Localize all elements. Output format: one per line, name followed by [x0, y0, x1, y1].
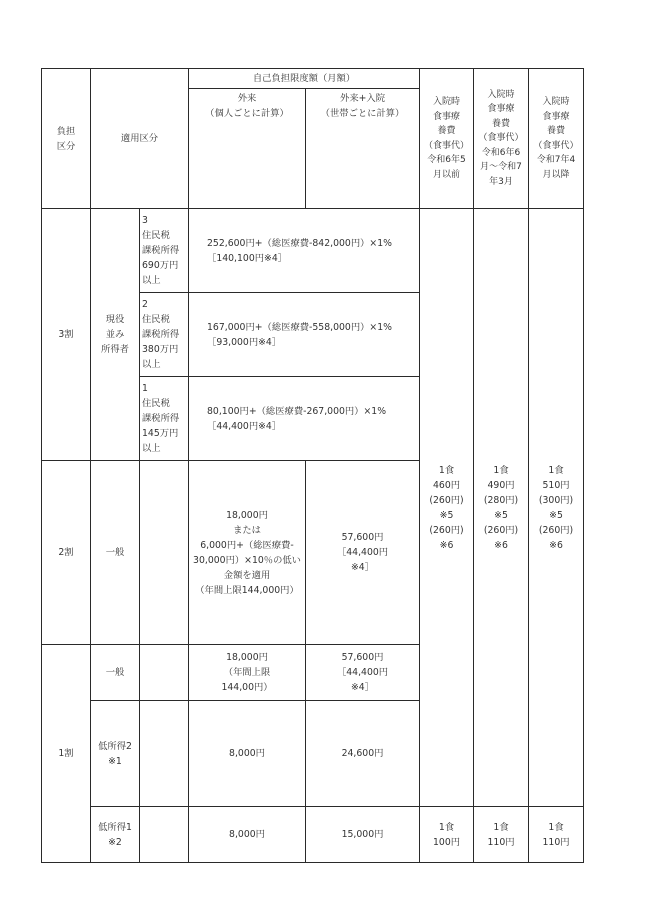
ratio-3-cell — [42, 209, 91, 461]
meal-low1-c3-text: 1食 110円 — [542, 821, 570, 848]
low1-empty-cell — [140, 807, 189, 863]
meal-low1-c2-cell — [474, 807, 529, 863]
header-meal-cost-r7-4-after — [529, 69, 584, 209]
gen1-limit-cell — [189, 377, 420, 461]
gen2-sub-cell — [140, 293, 189, 377]
low1-outpatient-cell — [189, 807, 306, 863]
general-2-empty-cell — [140, 461, 189, 645]
header-applicable-category — [91, 69, 189, 209]
header-meal-cost-r7-4-after-text: 入院時 食事療 養費 （食事代） 令和7年4 月以降 — [533, 97, 579, 180]
gen1-sub-label: 1 住民税 課税所得 145万円 以上 — [142, 383, 180, 454]
low2-total-cell — [306, 701, 420, 807]
meal-general-c3-cell — [529, 209, 584, 807]
ratio-1-cell — [42, 645, 91, 863]
meal-general-c1-text: 1食 460円 (260円) ※5 (260円) ※6 — [429, 464, 464, 551]
header-meal-cost-r6-5-before — [420, 69, 474, 209]
ratio-1-label: 1割 — [58, 748, 74, 759]
general-2-cell — [91, 461, 140, 645]
gen1-limit-text: 80,100円+（総医療費-267,000円）×1% ［44,400円※4］ — [207, 405, 387, 432]
genekinami-cell — [91, 209, 140, 461]
genekinami-label: 現役 並み 所得者 — [101, 314, 129, 355]
low1-label: 低所得1 ※2 — [98, 821, 132, 848]
header-outpatient-text: 外来 （個人ごとに計算） — [205, 93, 289, 119]
low1-total-cell — [306, 807, 420, 863]
header-outpatient-inpatient-text: 外来+入院 （世帯ごとに計算） — [320, 93, 405, 119]
general-2-total-text: 57,600円 ［44,400円 ※4］ — [336, 532, 389, 573]
general-1-empty-cell — [140, 645, 189, 701]
header-burden-category — [42, 69, 91, 209]
gen1-sub-cell — [140, 377, 189, 461]
ratio-3-label: 3割 — [58, 329, 74, 340]
gen3-limit-cell — [189, 209, 420, 293]
gen3-sub-label: 3 住民税 課税所得 690万円 以上 — [142, 215, 180, 286]
low1-total-text: 15,000円 — [341, 829, 384, 840]
meal-general-c2-cell — [474, 209, 529, 807]
general-1-total-cell — [306, 645, 420, 701]
ratio-2-label: 2割 — [58, 547, 74, 558]
header-outpatient-inpatient — [306, 89, 420, 209]
low2-empty-cell — [140, 701, 189, 807]
gen2-sub-label: 2 住民税 課税所得 380万円 以上 — [142, 299, 180, 370]
meal-low1-c3-cell — [529, 807, 584, 863]
meal-low1-c1-cell — [420, 807, 474, 863]
low2-outpatient-text: 8,000円 — [229, 748, 265, 759]
general-1-cell — [91, 645, 140, 701]
low2-outpatient-cell — [189, 701, 306, 807]
gen3-sub-cell — [140, 209, 189, 293]
low1-cell — [91, 807, 140, 863]
gen2-limit-cell — [189, 293, 420, 377]
header-meal-cost-r6-6-to-r7-3-text: 入院時 食事療 養費 （食事代） 令和6年6 月～令和7 年3月 — [478, 89, 524, 187]
general-1-total-text: 57,600円 ［44,400円 ※4］ — [336, 652, 389, 693]
low1-outpatient-text: 8,000円 — [229, 829, 265, 840]
general-2-label: 一般 — [105, 547, 125, 558]
meal-general-c1-cell — [420, 209, 474, 807]
general-2-outpatient-cell — [189, 461, 306, 645]
low2-label: 低所得2 ※1 — [98, 740, 132, 767]
header-limit-monthly — [189, 69, 420, 89]
general-2-total-cell — [306, 461, 420, 645]
low2-cell — [91, 701, 140, 807]
copayment-limit-table — [41, 68, 584, 863]
ratio-2-cell — [42, 461, 91, 645]
meal-low1-c2-text: 1食 110円 — [487, 821, 515, 848]
gen2-limit-text: 167,000円+（総医療費-558,000円）×1% ［93,000円※4］ — [207, 321, 392, 348]
general-2-outpatient-text: 18,000円 または 6,000円+（総医療費- 30,000円）×10％の低い 金額を適用 （年間上限144,000円） — [193, 509, 301, 596]
header-outpatient — [189, 89, 306, 209]
general-1-outpatient-cell — [189, 645, 306, 701]
meal-general-c2-text: 1食 490円 (280円) ※5 (260円) ※6 — [483, 464, 519, 551]
header-burden-category-text: 負担 区分 — [56, 125, 76, 152]
header-limit-monthly-text: 自己負担限度額（月額） — [252, 73, 356, 84]
general-1-label: 一般 — [105, 667, 125, 678]
meal-low1-c1-text: 1食 100円 — [432, 821, 461, 848]
general-1-outpatient-text: 18,000円 （年間上限 144,00円） — [221, 652, 273, 693]
header-applicable-category-text: 適用区分 — [120, 133, 159, 144]
meal-general-c3-text: 1食 510円 (300円) ※5 (260円) ※6 — [538, 464, 574, 551]
low2-total-text: 24,600円 — [341, 748, 384, 759]
gen3-limit-text: 252,600円+（総医療費-842,000円）×1% ［140,100円※4］ — [207, 237, 392, 264]
header-meal-cost-r6-5-before-text: 入院時 食事療 養費 （食事代） 令和6年5 月以前 — [424, 97, 470, 180]
header-meal-cost-r6-6-to-r7-3 — [474, 69, 529, 209]
